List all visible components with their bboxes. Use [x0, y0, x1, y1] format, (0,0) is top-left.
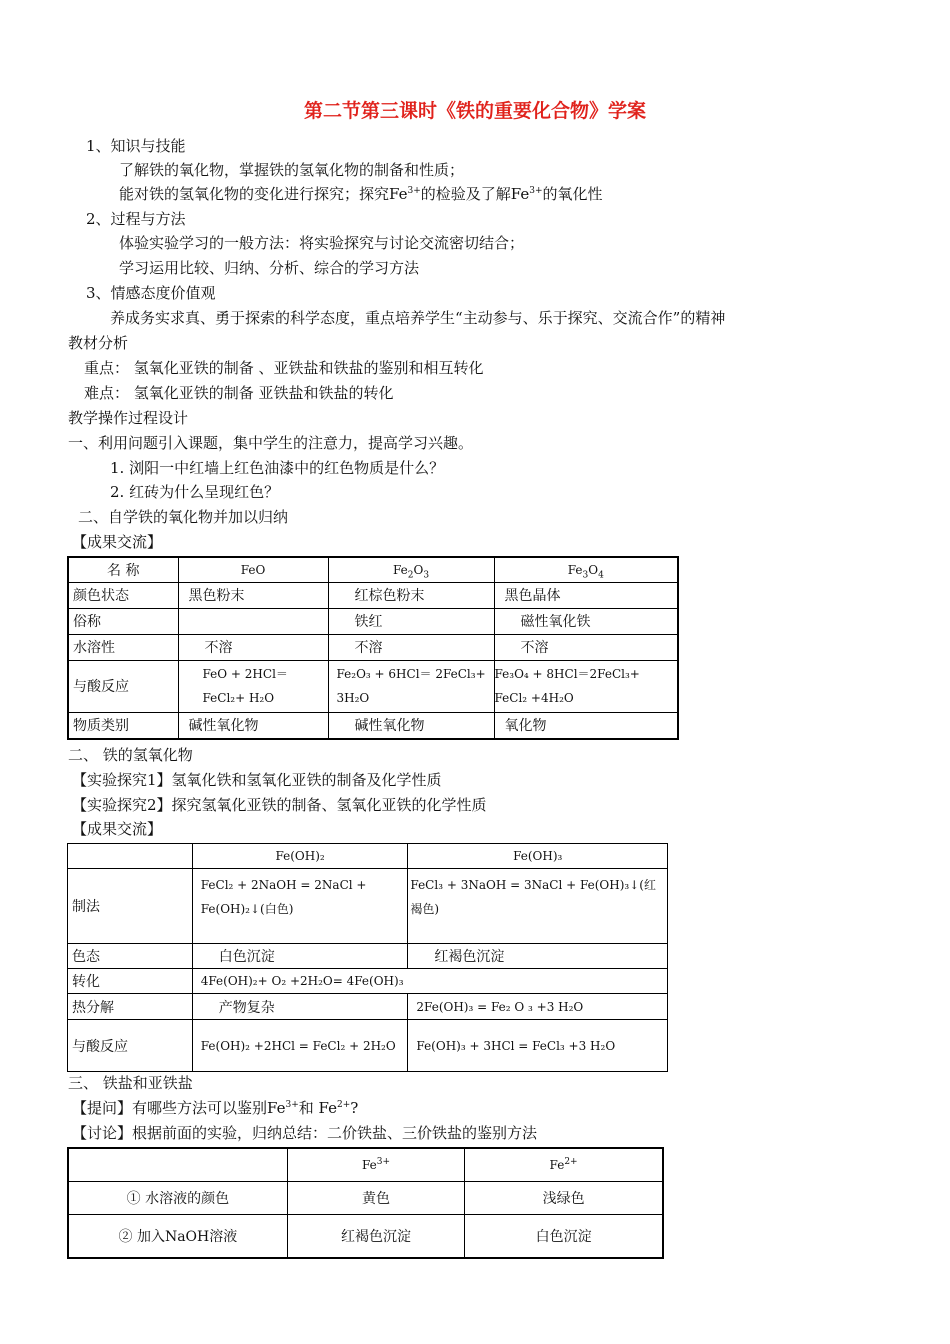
section-2-heading: 二、自学铁的氧化物并加以归纳: [78, 508, 289, 526]
goal-1-line-2: 能对铁的氢氧化物的变化进行探究；探究$Fe^{3+}$的检验及了解$Fe^{3+}$的氧化性: [119, 185, 603, 203]
table2-cell: FeCl₂ + 2NaOH = 2NaCl + Fe(OH)₂↓(白色): [192, 869, 408, 944]
goal-1-line-1: 了解铁的氧化物，掌握铁的氢氧化物的制备和性质；: [119, 161, 465, 179]
table3-cell: 黄色: [287, 1181, 464, 1214]
question-1: 1. 浏阳一中红墙上红色油漆中的红色物质是什么？: [110, 459, 445, 477]
experiment-1: 【实验探究1】氢氧化铁和氢氧化亚铁的制备及化学性质: [72, 771, 442, 789]
goal-3-heading: 3、情感态度价值观: [86, 284, 216, 302]
table1-cell: 铁红: [328, 608, 494, 634]
table3-header-fe2: $Fe^{2+}$: [465, 1148, 663, 1181]
table1-cell: [178, 608, 328, 634]
table1-cell: 物质类别: [68, 712, 178, 739]
table1-header-fe2o3: $Fe_2O_3$: [328, 557, 494, 582]
goal-2-line-1: 体验实验学习的一般方法：将实验探究与讨论交流密切结合；: [119, 234, 525, 252]
iron-oxides-table: [67, 556, 679, 740]
table1-cell: 与酸反应: [68, 660, 178, 712]
process-heading: 教学操作过程设计: [68, 409, 189, 427]
table1-cell: 不溶: [494, 634, 678, 660]
table2-cell: 热分解: [68, 994, 193, 1020]
table1-cell: 碱性氧化物: [328, 712, 494, 739]
result-exchange-1: 【成果交流】: [72, 533, 163, 551]
table2-cell: 2Fe(OH)₃ = Fe₂ O ₃ +3 H₂O: [408, 994, 668, 1020]
key-point: 重点： 氢氧化亚铁的制备 、亚铁盐和铁盐的鉴别和相互转化: [84, 359, 484, 377]
table2-header-feoh2: Fe(OH)₂: [192, 844, 408, 869]
difficult-point: 难点： 氢氧化亚铁的制备 亚铁盐和铁盐的转化: [84, 384, 394, 402]
table1-cell: 红棕色粉末: [328, 582, 494, 608]
goal-3-line-1: 养成务实求真、勇于探索的科学态度，重点培养学生“主动参与、乐于探究、交流合作”的精神: [110, 309, 726, 327]
table1-cell: 氧化物: [494, 712, 678, 739]
goal-2-heading: 2、过程与方法: [86, 210, 186, 228]
result-exchange-2: 【成果交流】: [72, 820, 163, 838]
table3-corner: [68, 1148, 287, 1181]
table1-header-fe3o4: $Fe_3O_4$: [494, 557, 678, 582]
experiment-2: 【实验探究2】探究氢氧化亚铁的制备、氢氧化亚铁的化学性质: [72, 796, 487, 814]
table2-header-feoh3: Fe(OH)₃: [408, 844, 668, 869]
question-ask: 【提问】有哪些方法可以鉴别$Fe^{3+}$和 $Fe^{2+}$?: [72, 1099, 359, 1117]
question-2: 2. 红砖为什么呈现红色？: [110, 483, 280, 501]
table2-cell: 红褐色沉淀: [408, 944, 668, 969]
table2-cell: 白色沉淀: [192, 944, 408, 969]
table2-cell: Fe(OH)₃ + 3HCl = FeCl₃ +3 H₂O: [408, 1020, 668, 1072]
section-2b-heading: 二、 铁的氢氧化物: [68, 746, 193, 764]
table1-cell: FeO + 2HCl＝ FeCl₂+ H₂O: [178, 660, 328, 712]
table1-cell: 俗称: [68, 608, 178, 634]
table1-cell: 不溶: [328, 634, 494, 660]
section-1-heading: 一、利用问题引入课题，集中学生的注意力，提高学习兴趣。: [68, 434, 474, 452]
iron-hydroxides-table: [67, 843, 668, 1072]
page-title: 第二节第三课时《铁的重要化合物》学案: [303, 100, 646, 122]
table2-corner: [68, 844, 193, 869]
table3-cell: 白色沉淀: [465, 1214, 663, 1258]
table3-cell: 红褐色沉淀: [287, 1214, 464, 1258]
table2-cell: FeCl₃ + 3NaOH = 3NaCl + Fe(OH)₃↓(红褐色): [408, 869, 668, 944]
table1-header-feo: FeO: [178, 557, 328, 582]
table1-cell: 水溶性: [68, 634, 178, 660]
table1-cell: 磁性氧化铁: [494, 608, 678, 634]
section-3-heading: 三、 铁盐和亚铁盐: [68, 1074, 193, 1092]
goal-2-line-2: 学习运用比较、归纳、分析、综合的学习方法: [119, 259, 420, 277]
table2-cell: 制法: [68, 869, 193, 944]
table1-cell: 不溶: [178, 634, 328, 660]
table2-cell: 4Fe(OH)₂+ O₂ +2H₂O= 4Fe(OH)₃: [192, 969, 667, 994]
discussion: 【讨论】根据前面的实验，归纳总结：二价铁盐、三价铁盐的鉴别方法: [72, 1124, 538, 1142]
table2-cell: 转化: [68, 969, 193, 994]
table1-header-name: 名 称: [68, 557, 178, 582]
table1-cell: Fe₃O₄ + 8HCl＝2FeCl₃+ FeCl₂ +4H₂O: [494, 660, 678, 712]
table1-cell: 黑色晶体: [494, 582, 678, 608]
table3-cell: ① 水溶液的颜色: [68, 1181, 287, 1214]
table1-cell: 颜色状态: [68, 582, 178, 608]
iron-salt-identification-table: [67, 1147, 664, 1259]
table3-cell: ② 加入NaOH溶液: [68, 1214, 287, 1258]
table1-cell: 碱性氧化物: [178, 712, 328, 739]
table2-cell: Fe(OH)₂ +2HCl = FeCl₂ + 2H₂O: [192, 1020, 408, 1072]
table2-cell: 与酸反应: [68, 1020, 193, 1072]
table3-header-fe3: $Fe^{3+}$: [287, 1148, 464, 1181]
table3-cell: 浅绿色: [465, 1181, 663, 1214]
goal-1-heading: 1、知识与技能: [86, 137, 186, 155]
analysis-heading: 教材分析: [68, 334, 129, 352]
table1-cell: 黑色粉末: [178, 582, 328, 608]
table2-cell: 色态: [68, 944, 193, 969]
table2-cell: 产物复杂: [192, 994, 408, 1020]
table1-cell: Fe₂O₃ + 6HCl＝ 2FeCl₃+ 3H₂O: [328, 660, 494, 712]
